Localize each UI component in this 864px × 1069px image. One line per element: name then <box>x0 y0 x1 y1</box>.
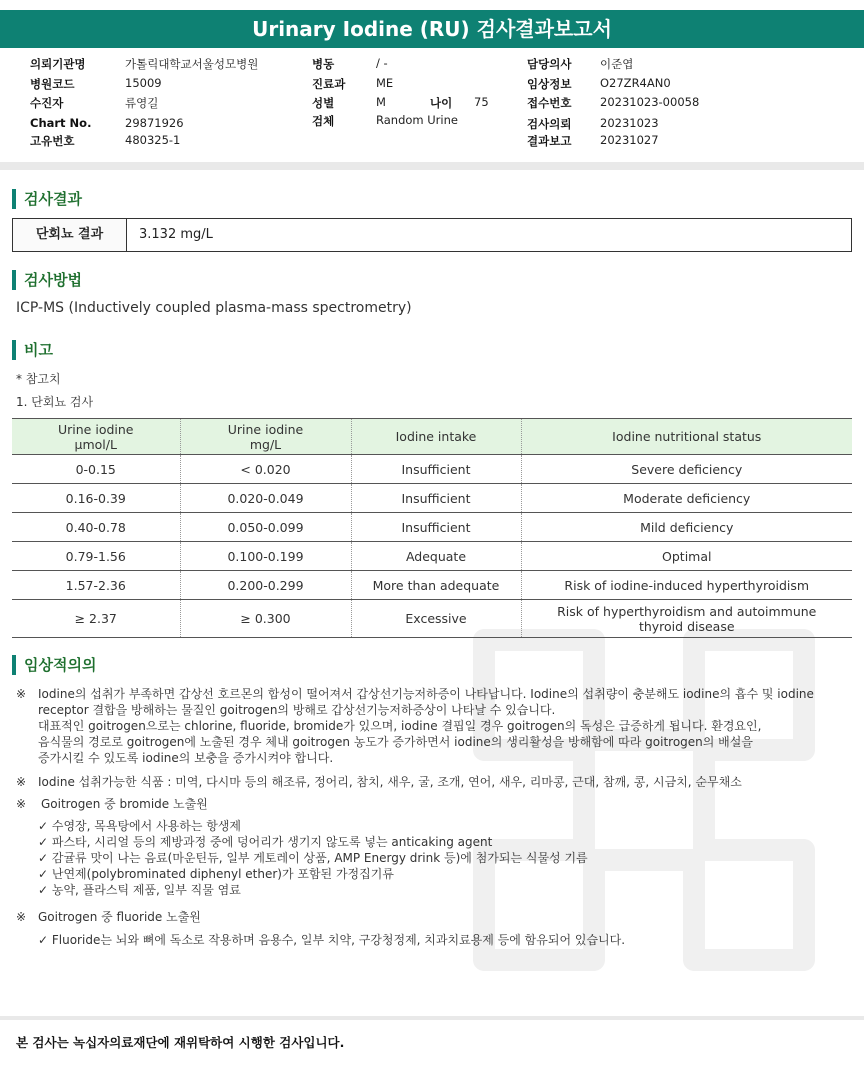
info-value-report-date: 20231027 <box>600 133 659 147</box>
info-label-receipt-no: 접수번호 <box>527 96 572 110</box>
note-line: receptor 결합을 방해하는 물질인 goitrogen의 방해로 갑상선기능저하증상이 나타날 수 있습니다. <box>38 703 556 717</box>
list-item: ✓ 파스타, 시리얼 등의 제방과정 중에 덩어리가 생기지 않도록 넣는 anticaking agent <box>38 835 493 849</box>
header-intake: Iodine intake <box>351 419 521 455</box>
note-line: Goitrogen 중 fluoride 노출원 <box>38 910 201 924</box>
note-line: 증가시킬 수 있도록 iodine의 보충을 증가시켜야 합니다. <box>38 751 334 765</box>
cell-intake: More than adequate <box>351 571 521 600</box>
cell-status: Risk of hyperthyroidism and autoimmune thyroid disease <box>521 600 852 638</box>
header-umol: Urine iodine μmol/L <box>12 419 180 455</box>
clinical-note-2 <box>16 774 856 790</box>
footer-divider <box>0 1016 864 1020</box>
cell-status: Severe deficiency <box>521 455 852 484</box>
cell-status: Optimal <box>521 542 852 571</box>
list-item: ✓ 난연제(polybrominated diphenyl ether)가 포함된 가정집기류 <box>38 867 394 881</box>
info-value-request-date: 20231023 <box>600 116 659 130</box>
info-value-department: ME <box>376 76 394 90</box>
cell-mg: 0.100-0.199 <box>180 542 351 571</box>
cell-umol: ≥ 2.37 <box>12 600 180 638</box>
section-title-clinical: 임상적의의 <box>12 655 96 675</box>
info-label-patient: 수진자 <box>30 96 64 110</box>
info-value-hospital-code: 15009 <box>125 76 162 90</box>
info-value-ward: / - <box>376 56 388 70</box>
cell-intake: Insufficient <box>351 484 521 513</box>
info-value-receipt-no: 20231023-00058 <box>600 95 700 109</box>
cell-umol: 0.16-0.39 <box>12 484 180 513</box>
cell-intake: Adequate <box>351 542 521 571</box>
info-label-specimen: 검체 <box>312 114 335 128</box>
info-label-unique-no: 고유번호 <box>30 134 75 148</box>
info-value-sex: M <box>376 95 386 109</box>
clinical-note-3 <box>16 796 856 812</box>
list-item: ✓ 농약, 플라스틱 제품, 일부 직물 염료 <box>38 883 241 897</box>
cell-mg: ≥ 0.300 <box>180 600 351 638</box>
info-label-doctor: 담당의사 <box>527 57 572 71</box>
report-title: Urinary Iodine (RU) 검사결과보고서 <box>0 10 864 48</box>
note-mark: ※ <box>16 797 27 811</box>
cell-status: Risk of iodine-induced hyperthyroidism <box>521 571 852 600</box>
cell-mg: 0.020-0.049 <box>180 484 351 513</box>
section-title-remarks: 비고 <box>12 340 53 360</box>
info-value-chart-no: 29871926 <box>125 116 184 130</box>
note-line: Iodine 섭취가능한 식품 : 미역, 다시마 등의 해조류, 정어리, 참치, 새우, 굴, 조개, 연어, 새우, 리마콩, 근대, 참깨, 콩, 시금치, 순무채소 <box>38 775 742 789</box>
cell-mg: < 0.020 <box>180 455 351 484</box>
cell-umol: 0-0.15 <box>12 455 180 484</box>
table-row <box>12 513 852 542</box>
info-label-chart-no: Chart No. <box>30 116 92 130</box>
info-label-ward: 병동 <box>312 57 335 71</box>
header-divider <box>0 162 864 170</box>
cell-status: Mild deficiency <box>521 513 852 542</box>
cell-intake: Insufficient <box>351 513 521 542</box>
note-line: Goitrogen 중 bromide 노출원 <box>41 797 208 811</box>
table-row <box>12 484 852 513</box>
table-row <box>12 542 852 571</box>
note-mark: ※ <box>16 687 27 701</box>
fluoride-source-list <box>38 932 625 948</box>
info-value-age: 75 <box>474 95 489 109</box>
info-label-hospital-code: 병원코드 <box>30 77 75 91</box>
cell-status: Moderate deficiency <box>521 484 852 513</box>
cell-umol: 1.57-2.36 <box>12 571 180 600</box>
info-label-clinical-info: 임상정보 <box>527 77 572 91</box>
note-line: 음식물의 경로로 goitrogen에 노출된 경우 체내 goitrogen 농도가 증가하면서 iodine의 생리활성을 방해함에 따라 goitrogen의 배설을 <box>38 735 753 749</box>
info-value-doctor: 이준엽 <box>600 57 634 71</box>
footer-note: 본 검사는 녹십자의료재단에 재위탁하여 시행한 검사입니다. <box>16 1035 345 1050</box>
info-label-department: 진료과 <box>312 77 346 91</box>
clinical-note-4 <box>16 909 856 925</box>
section-title-result: 검사결과 <box>12 189 82 209</box>
info-value-patient: 류영길 <box>125 96 159 110</box>
reference-table <box>12 418 852 638</box>
cell-mg: 0.200-0.299 <box>180 571 351 600</box>
table-row <box>12 455 852 484</box>
info-label-age: 나이 <box>430 96 453 110</box>
info-label-sex: 성별 <box>312 96 335 110</box>
cell-intake: Excessive <box>351 600 521 638</box>
bromide-source-list <box>38 818 588 898</box>
list-item: ✓ 감귤류 맛이 나는 음료(마운틴듀, 일부 게토레이 상품, AMP Energy drink 등)에 첨가되는 식물성 기름 <box>38 851 588 865</box>
note-line: Iodine의 섭취가 부족하면 갑상선 호르몬의 합성이 떨어져서 갑상선기능저하증이 나타납니다. Iodine의 섭취량이 충분해도 iodine의 흡수 및 iodine <box>38 687 814 701</box>
cell-intake: Insufficient <box>351 455 521 484</box>
list-item: ✓ Fluoride는 뇌와 뼈에 독소로 작용하며 음용수, 일부 치약, 구강청정제, 치과치료용제 등에 함유되어 있습니다. <box>38 933 626 947</box>
info-label-request-date: 검사의뢰 <box>527 117 572 131</box>
info-label-institution: 의뢰기관명 <box>30 57 86 71</box>
info-value-unique-no: 480325-1 <box>125 133 181 147</box>
info-value-specimen: Random Urine <box>376 113 458 127</box>
result-value: 3.132 mg/L <box>139 227 213 242</box>
note-line: 대표적인 goitrogen으로는 chlorine, fluoride, bromide가 있으며, iodine 결핍일 경우 goitrogen의 독성은 급증하게 됩니다. 환경요인, <box>38 719 762 733</box>
clinical-note-1 <box>16 686 856 766</box>
header-status: Iodine nutritional status <box>521 419 852 455</box>
info-value-institution: 가톨릭대학교서울성모병원 <box>125 57 259 71</box>
header-mg: Urine iodine mg/L <box>180 419 351 455</box>
reference-heading: * 참고치 <box>16 372 61 386</box>
info-label-report-date: 결과보고 <box>527 134 572 148</box>
cell-umol: 0.79-1.56 <box>12 542 180 571</box>
cell-umol: 0.40-0.78 <box>12 513 180 542</box>
table-row <box>12 571 852 600</box>
cell-mg: 0.050-0.099 <box>180 513 351 542</box>
list-item: ✓ 수영장, 목욕탕에서 사용하는 항생제 <box>38 819 242 833</box>
table-row <box>12 600 852 638</box>
patient-info <box>0 56 864 156</box>
note-mark: ※ <box>16 775 27 789</box>
note-mark: ※ <box>16 910 27 924</box>
reference-subheading: 1. 단회뇨 검사 <box>16 395 94 409</box>
table-header-row <box>12 419 852 455</box>
section-title-method: 검사방법 <box>12 270 82 290</box>
info-value-clinical-info: O27ZR4AN0 <box>600 76 671 90</box>
result-label: 단회뇨 결과 <box>13 219 127 251</box>
method-text: ICP-MS (Inductively coupled plasma-mass spectrometry) <box>16 300 412 316</box>
result-box <box>12 218 852 252</box>
